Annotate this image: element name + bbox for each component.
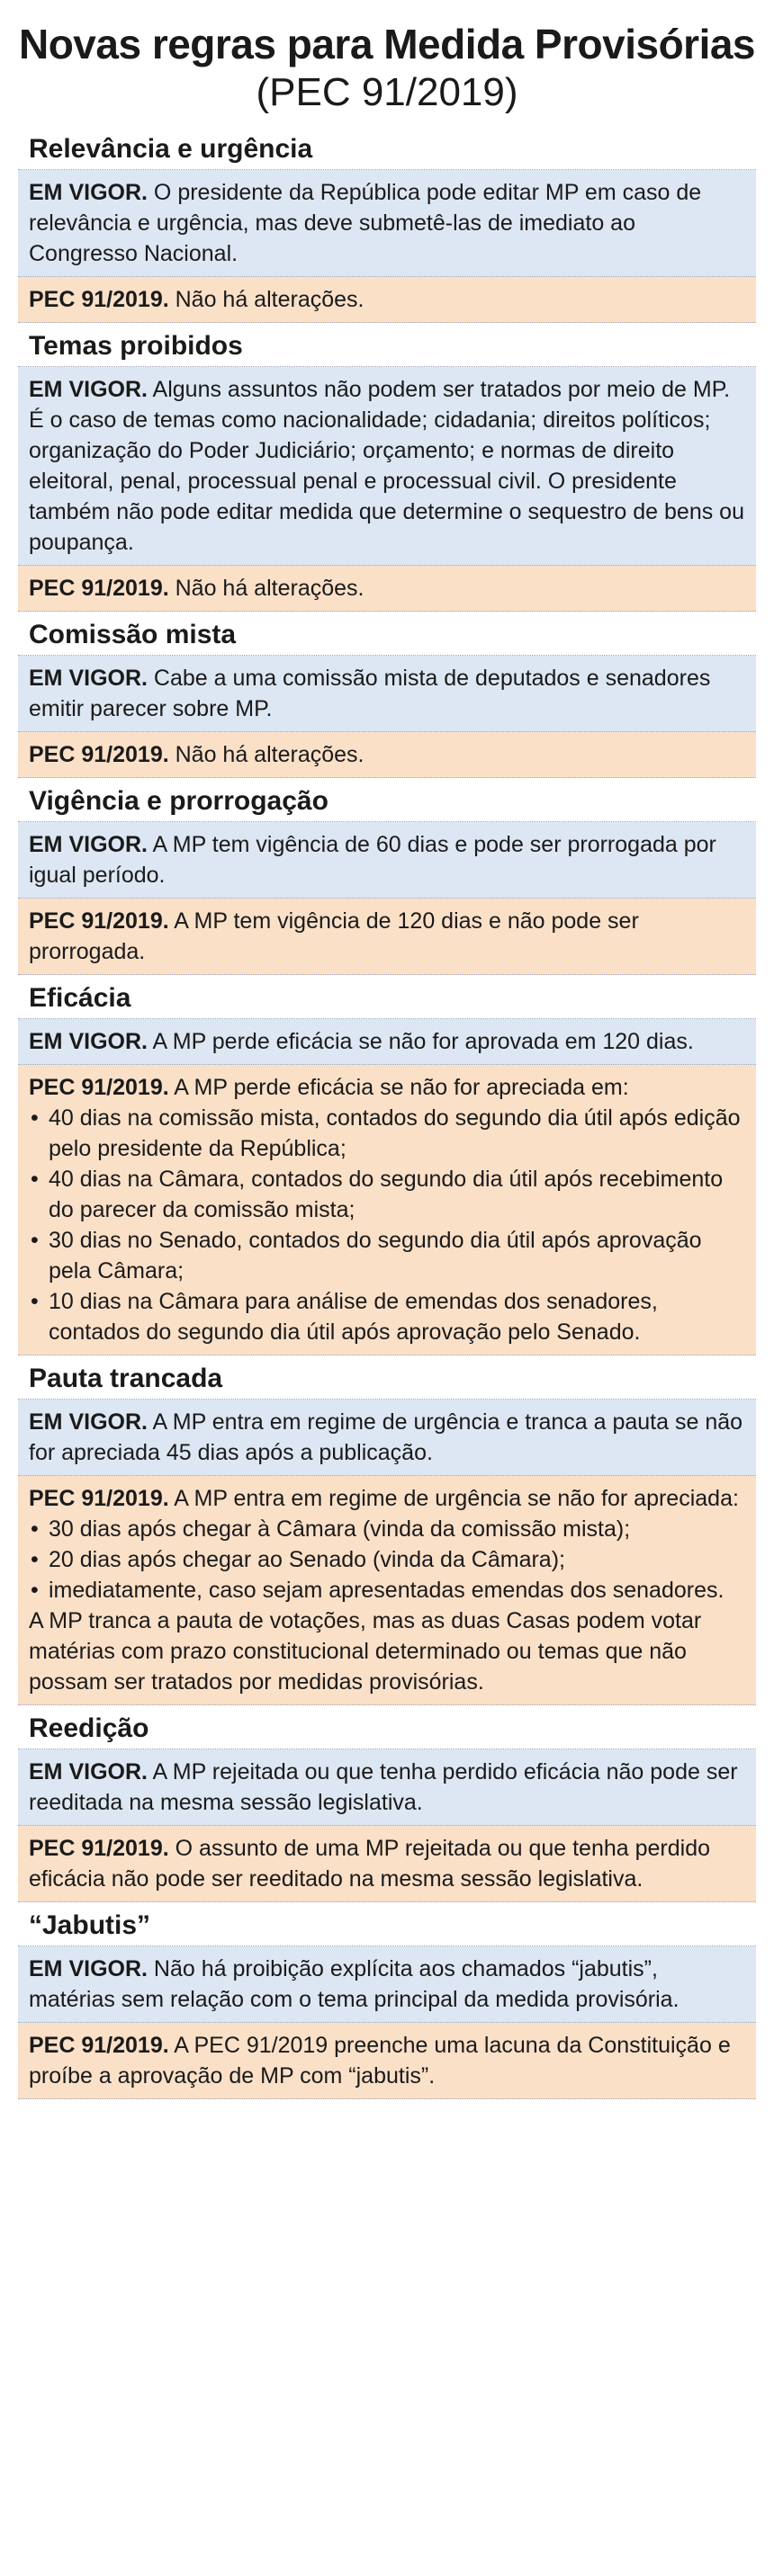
em-vigor-box — [18, 822, 756, 899]
section-pauta-trancada — [18, 1355, 756, 1705]
pec-list — [29, 1514, 745, 1606]
section-title: Comissão mista — [18, 612, 756, 656]
em-vigor-text: A MP rejeitada ou que tenha perdido eficácia não pode ser reeditada na mesma sessão legislativa. — [29, 1759, 738, 1815]
section-title: “Jabutis” — [18, 1902, 756, 1946]
em-vigor-text: Não há proibição explícita aos chamados “jabutis”, matérias sem relação com o tema principal da medida provisória. — [29, 1956, 680, 2012]
pec-list — [29, 1103, 745, 1347]
em-vigor-label: EM VIGOR. — [29, 666, 148, 691]
pec-label: PEC 91/2019. — [29, 908, 169, 934]
em-vigor-label: EM VIGOR. — [29, 1029, 148, 1054]
em-vigor-box — [18, 367, 756, 566]
section-vigencia — [18, 778, 756, 975]
em-vigor-text: Cabe a uma comissão mista de deputados e senadores emitir parecer sobre MP. — [29, 666, 711, 721]
list-item: • 40 dias na comissão mista, contados do segundo dia útil após edição pelo presidente da República; — [29, 1103, 745, 1164]
em-vigor-box — [18, 656, 756, 732]
pec-box — [18, 1476, 756, 1705]
page-subtitle: (PEC 91/2019) — [256, 70, 518, 114]
em-vigor-text: A MP tem vigência de 60 dias e pode ser prorrogada por igual período. — [29, 832, 716, 888]
list-item: • 40 dias na Câmara, contados do segundo dia útil após recebimento do parecer da comissão mista; — [29, 1164, 745, 1225]
pec-text: O assunto de uma MP rejeitada ou que tenha perdido eficácia não pode ser reeditado na mesma sessão legislativa. — [29, 1836, 711, 1892]
section-title: Relevância e urgência — [18, 126, 756, 170]
section-title: Eficácia — [18, 975, 756, 1019]
pec-text: Não há alterações. — [175, 742, 364, 767]
pec-label: PEC 91/2019. — [29, 287, 169, 312]
em-vigor-box — [18, 1019, 756, 1065]
em-vigor-text: A MP perde eficácia se não for aprovada em 120 dias. — [152, 1029, 694, 1054]
pec-box — [18, 277, 756, 323]
pec-box — [18, 1826, 756, 1902]
section-title: Vigência e prorrogação — [18, 778, 756, 822]
em-vigor-text: O presidente da República pode editar MP em caso de relevância e urgência, mas deve submetê-las de imediato ao Congresso Nacional. — [29, 180, 702, 266]
pec-after-text: A MP tranca a pauta de votações, mas as duas Casas podem votar matérias com prazo constitucional determinado ou temas que não possam ser tratados por medidas provisórias. — [29, 1608, 702, 1695]
pec-box — [18, 1065, 756, 1355]
pec-label: PEC 91/2019. — [29, 1075, 169, 1100]
em-vigor-label: EM VIGOR. — [29, 377, 148, 402]
section-title: Reedição — [18, 1705, 756, 1749]
pec-label: PEC 91/2019. — [29, 2033, 169, 2058]
em-vigor-label: EM VIGOR. — [29, 1956, 148, 1981]
em-vigor-label: EM VIGOR. — [29, 832, 148, 857]
pec-text: A MP entra em regime de urgência se não for apreciada: — [174, 1486, 739, 1511]
section-temas-proibidos — [18, 323, 756, 612]
pec-label: PEC 91/2019. — [29, 1836, 169, 1861]
section-title: Temas proibidos — [18, 323, 756, 367]
em-vigor-box — [18, 1946, 756, 2023]
list-item: • 20 dias após chegar ao Senado (vinda da Câmara); — [29, 1544, 745, 1575]
list-item: • 30 dias após chegar à Câmara (vinda da comissão mista); — [29, 1514, 745, 1544]
pec-label: PEC 91/2019. — [29, 1486, 169, 1511]
page-title: Novas regras para Medida Provisórias — [18, 21, 756, 67]
pec-box — [18, 899, 756, 975]
pec-text: Não há alterações. — [175, 576, 364, 601]
em-vigor-box — [18, 1400, 756, 1476]
pec-label: PEC 91/2019. — [29, 742, 169, 767]
section-reedicao — [18, 1705, 756, 1902]
section-comissao-mista — [18, 612, 756, 778]
em-vigor-box — [18, 1749, 756, 1826]
pec-text: A MP perde eficácia se não for apreciada em: — [174, 1075, 629, 1100]
em-vigor-text: Alguns assuntos não podem ser tratados por meio de MP. É o caso de temas como nacionalidade; cidadania; direitos políticos; organização do Poder Judiciário; orçamento; e normas de direito eleitoral, penal, processual penal e processual civil. O presidente também não pode editar medida que determine o sequestro de bens ou poupança. — [29, 377, 744, 555]
pec-text: Não há alterações. — [175, 287, 364, 312]
em-vigor-text: A MP entra em regime de urgência e tranca a pauta se não for apreciada 45 dias após a publicação. — [29, 1409, 743, 1465]
section-eficacia — [18, 975, 756, 1355]
em-vigor-label: EM VIGOR. — [29, 1759, 148, 1784]
section-jabutis — [18, 1902, 756, 2099]
em-vigor-label: EM VIGOR. — [29, 180, 148, 205]
pec-box — [18, 732, 756, 778]
section-title: Pauta trancada — [18, 1355, 756, 1400]
section-relevancia — [18, 126, 756, 323]
list-item: • 30 dias no Senado, contados do segundo dia útil após aprovação pela Câmara; — [29, 1225, 745, 1286]
pec-text: A PEC 91/2019 preenche uma lacuna da Constituição e proíbe a aprovação de MP com “jabutis”. — [29, 2033, 731, 2089]
pec-label: PEC 91/2019. — [29, 576, 169, 601]
list-item: • imediatamente, caso sejam apresentadas emendas dos senadores. — [29, 1575, 745, 1606]
pec-text: A MP tem vigência de 120 dias e não pode ser prorrogada. — [29, 908, 639, 964]
pec-box — [18, 2023, 756, 2099]
em-vigor-box — [18, 170, 756, 277]
list-item: • 10 dias na Câmara para análise de emendas dos senadores, contados do segundo dia útil após aprovação pelo Senado. — [29, 1286, 745, 1347]
em-vigor-label: EM VIGOR. — [29, 1409, 148, 1435]
pec-box — [18, 566, 756, 612]
